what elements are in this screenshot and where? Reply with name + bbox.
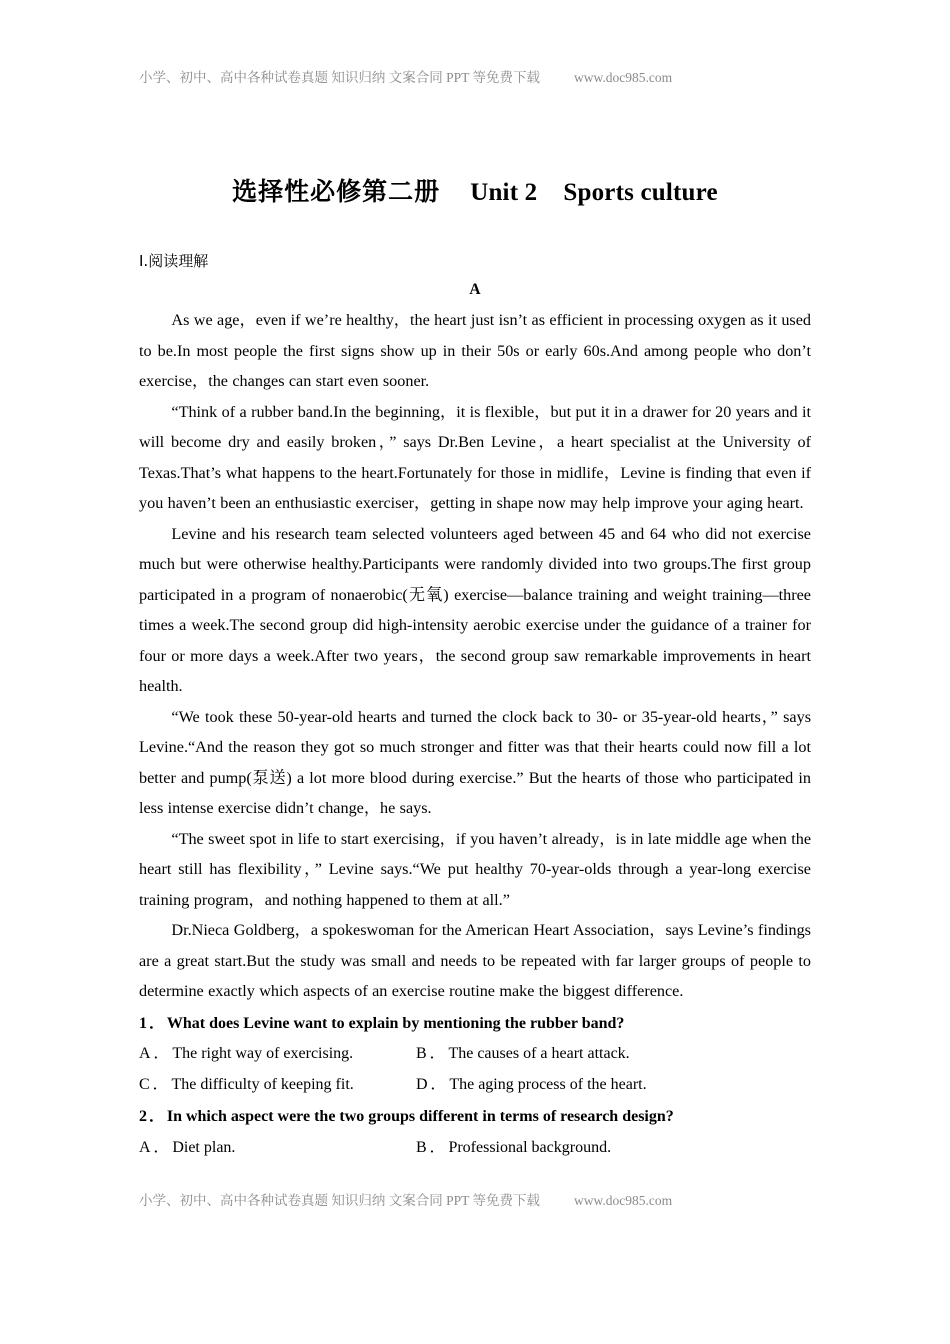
question-1-option-row-2 [139, 1070, 811, 1101]
question-1-option-b-label: B． [416, 1045, 449, 1063]
section-heading: Ⅰ.阅读理解 [139, 252, 209, 270]
question-2 [139, 1102, 811, 1163]
question-1-option-c[interactable] [139, 1070, 416, 1101]
question-2-number: 2． [139, 1108, 167, 1126]
question-1-option-d-text: The aging process of the heart. [449, 1075, 647, 1093]
question-1-option-b[interactable] [416, 1039, 811, 1070]
question-2-option-a-text: Diet plan. [172, 1138, 236, 1156]
page-title [139, 172, 811, 208]
question-1-options [139, 1039, 811, 1100]
running-header-promo: 小学、初中、高中各种试卷真题 知识归纳 文案合同 PPT 等免费下载 [139, 70, 541, 85]
question-1-option-d-label: D． [416, 1075, 450, 1093]
passage-paragraph-4: “We took these 50-year-old hearts and turned the clock back to 30- or 35-year-old hearts，” says Levine.“And the reason they got so much stronger and fitter was that their hearts could now fill a lot better and pump(泵送) a lot more blood during exercise.” But the hearts of those who participated in less intense exercise didn’t change，he says. [139, 707, 811, 818]
question-2-text: In which aspect were the two groups different in terms of research design? [166, 1108, 674, 1126]
question-1-option-c-label: C． [139, 1075, 172, 1093]
title-topic: Sports culture [563, 179, 718, 206]
question-1-option-d[interactable] [416, 1070, 811, 1101]
question-1-option-b-text: The causes of a heart attack. [448, 1045, 630, 1063]
title-unit: Unit 2 [470, 179, 538, 206]
question-2-options [139, 1133, 811, 1164]
running-footer-promo: 小学、初中、高中各种试卷真题 知识归纳 文案合同 PPT 等免费下载 [139, 1193, 541, 1208]
passage-paragraph-3: Levine and his research team selected volunteers aged between 45 and 64 who did not exercise much but were otherwise healthy.Participants were randomly divided into two groups.The first group participated in a program of nonaerobic(无氧) exercise—balance training and weight training—three times a week.The second group did high-intensity aerobic exercise under the guidance of a trainer for four or more days a week.After two years，the second group saw remarkable improvements in heart health. [139, 524, 811, 696]
question-2-option-row-1 [139, 1133, 811, 1164]
question-2-option-b-text: Professional background. [448, 1138, 612, 1156]
question-2-option-a[interactable] [139, 1133, 416, 1164]
passage-paragraph-1: As we age，even if we’re healthy，the heart just isn’t as efficient in processing oxygen as it used to be.In most people the first signs show up in their 50s or early 60s.And among people who don’t exercise，the changes can start even sooner. [139, 311, 811, 391]
question-1-stem [139, 1009, 811, 1040]
question-1-option-a-label: A． [139, 1045, 173, 1063]
passage-paragraph-6: Dr.Nieca Goldberg，a spokeswoman for the American Heart Association，says Levine’s findings are a great start.But the study was small and needs to be repeated with far larger groups of people to determine exactly which aspects of an exercise routine make the biggest difference. [139, 921, 811, 1001]
question-1 [139, 1009, 811, 1101]
title-book: 选择性必修第二册 [232, 179, 441, 206]
question-2-option-a-label: A． [139, 1138, 173, 1156]
question-1-text: What does Levine want to explain by mentioning the rubber band? [166, 1014, 625, 1032]
running-footer-url: www.doc985.com [574, 1193, 673, 1208]
document-content [139, 252, 811, 1163]
passage-paragraph-5: “The sweet spot in life to start exercising，if you haven’t already，is in late middle age when the heart still has flexibility，” Levine says.“We put healthy 70-year-olds through a year-long exercise training program，and nothing happened to them at all.” [139, 829, 811, 909]
question-2-stem [139, 1102, 811, 1133]
running-header-url: www.doc985.com [574, 70, 673, 85]
running-footer [139, 1193, 811, 1209]
passage-label: A [469, 280, 481, 298]
question-1-option-a[interactable] [139, 1039, 416, 1070]
question-1-number: 1． [139, 1014, 167, 1032]
question-1-option-row-1 [139, 1039, 811, 1070]
question-2-option-b[interactable] [416, 1133, 811, 1164]
question-1-option-a-text: The right way of exercising. [172, 1045, 354, 1063]
running-header [139, 70, 811, 86]
question-2-option-b-label: B． [416, 1138, 449, 1156]
question-1-option-c-text: The difficulty of keeping fit. [171, 1075, 354, 1093]
passage-paragraph-2: “Think of a rubber band.In the beginning，it is flexible，but put it in a drawer for 20 years and it will become dry and easily broken，” says Dr.Ben Levine，a heart specialist at the University of Texas.That’s what happens to the heart.Fortunately for those in midlife，Levine is finding that even if you haven’t been an enthusiastic exerciser，getting in shape now may help improve your aging heart. [139, 402, 811, 513]
